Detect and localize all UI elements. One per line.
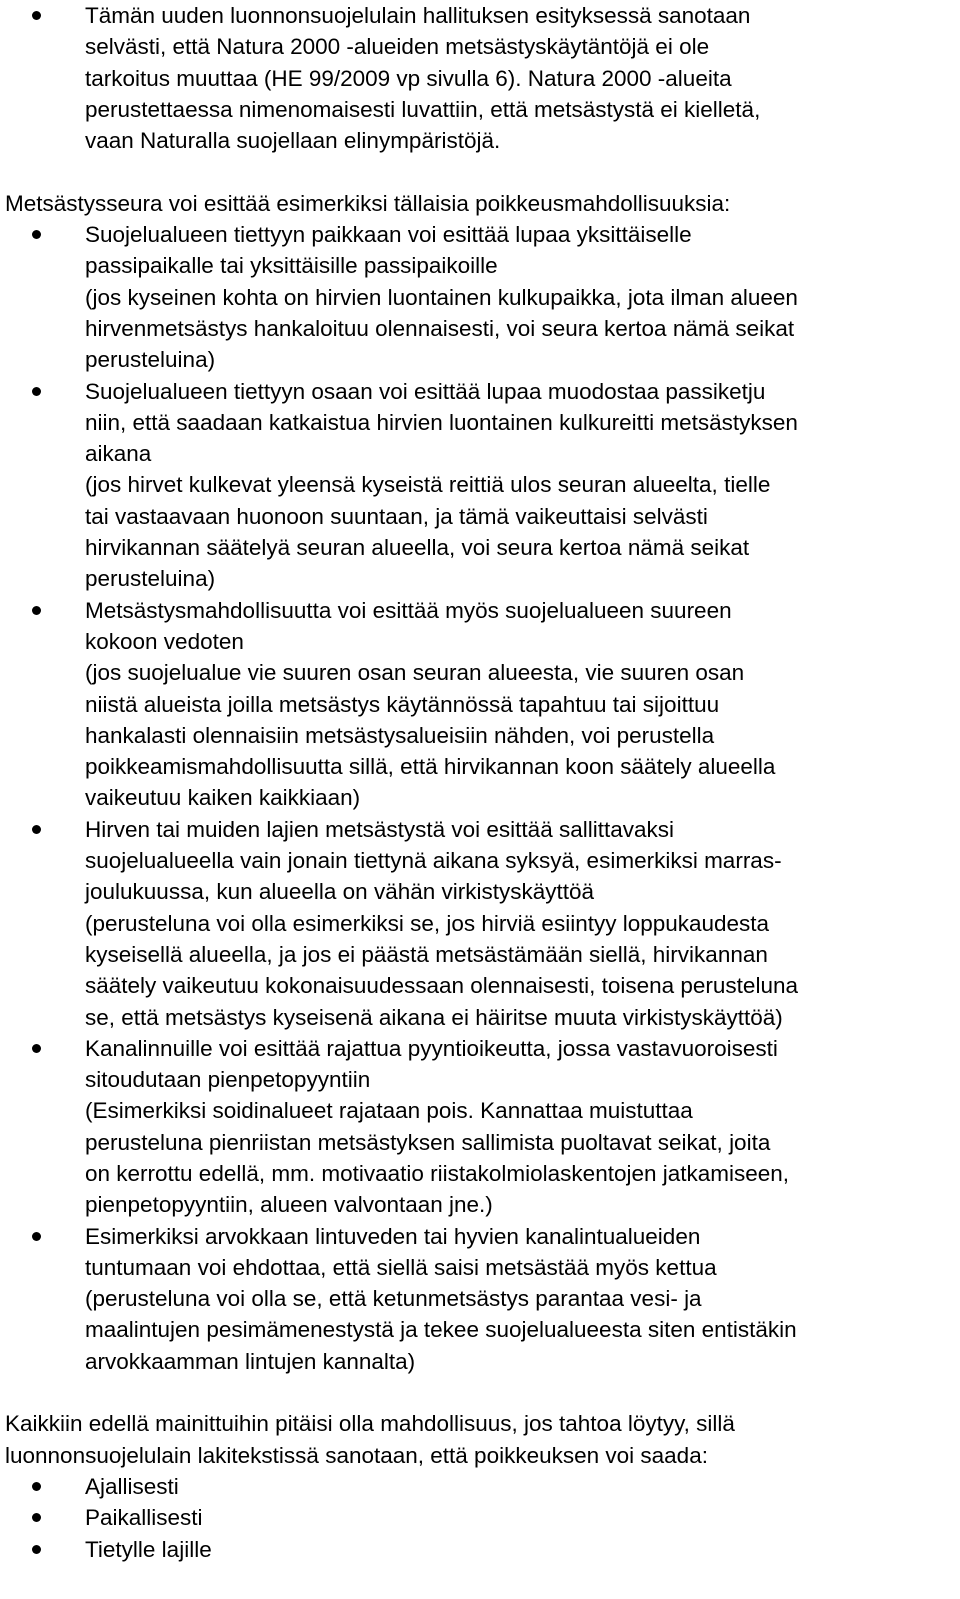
text-line: Paikallisesti — [85, 1505, 203, 1531]
text-line: hankalasti olennaisiin metsästysalueisiin nähden, voi perustella — [85, 722, 715, 748]
text-line: perustettaessa nimenomaisesti luvattiin, että metsästystä ei kielletä, — [85, 96, 761, 122]
text-line: tarkoitus muuttaa (HE 99/2009 vp sivulla 6). Natura 2000 -alueita — [85, 65, 732, 91]
text-line: Ajallisesti — [85, 1473, 179, 1499]
text-line: on kerrottu edellä, mm. motivaatio riistakolmiolaskentojen jatkamiseen, — [85, 1160, 790, 1186]
exceptions-list — [5, 219, 955, 1377]
text-line: Metsästysseura voi esittää esimerkiksi tällaisia poikkeusmahdollisuuksia: — [5, 190, 731, 216]
text-line: selvästi, että Natura 2000 -alueiden metsästyskäytäntöjä ei ole — [85, 34, 710, 60]
text-line: (Esimerkiksi soidinalueet rajataan pois. Kannattaa muistuttaa — [85, 1098, 693, 1124]
document-page — [5, 0, 955, 1565]
blank-line — [5, 156, 955, 187]
text-line: kyseisellä alueella, ja jos ei päästä metsästämään siellä, hirvikannan — [85, 941, 768, 967]
text-line: Suojelualueen tiettyyn osaan voi esittää lupaa muodostaa passiketju — [85, 378, 766, 404]
closing-paragraph — [5, 1408, 955, 1471]
text-line: (jos hirvet kulkevat yleensä kyseistä reittiä ulos seuran alueelta, tielle — [85, 472, 771, 498]
text-line: perusteluna pienriistan metsästyksen sallimista puoltavat seikat, joita — [85, 1129, 771, 1155]
text-line: Suojelualueen tiettyyn paikkaan voi esittää lupaa yksittäiselle — [85, 222, 692, 248]
exception-item — [5, 814, 955, 1033]
text-line: Metsästysmahdollisuutta voi esittää myös suojelualueen suureen — [85, 597, 732, 623]
text-line: tuntumaan voi ehdottaa, että siellä saisi metsästää myös kettua — [85, 1254, 717, 1280]
text-line: hirvikannan säätelyä seuran alueella, voi seura kertoa nämä seikat — [85, 535, 750, 561]
intro-bullet-item — [5, 0, 955, 156]
text-line: passipaikalle tai yksittäisille passipaikoille — [85, 253, 498, 279]
text-line: poikkeamismahdollisuutta sillä, että hirvikannan koon säätely alueella — [85, 754, 776, 780]
text-line: (jos kyseinen kohta on hirvien luontainen kulkupaikka, jota ilman alueen — [85, 284, 798, 310]
text-line: aikana — [85, 441, 152, 467]
text-line: vaan Naturalla suojellaan elinympäristöjä. — [85, 128, 501, 154]
text-line: pienpetopyyntiin, alueen valvontaan jne.) — [85, 1192, 493, 1218]
exception-item — [5, 1033, 955, 1221]
text-line: säätely vaikeutuu kokonaisuudessaan olennaisesti, toisena perusteluna — [85, 973, 798, 999]
text-line: (perusteluna voi olla se, että ketunmetsästys parantaa vesi- ja — [85, 1286, 702, 1312]
exceptions-heading — [5, 188, 955, 219]
exception-item — [5, 376, 955, 595]
exception-item — [5, 1221, 955, 1377]
intro-list — [5, 0, 955, 156]
text-line: vaikeutuu kaiken kaikkiaan) — [85, 785, 361, 811]
text-line: se, että metsästys kyseisenä aikana ei häiritse muuta virkistyskäyttöä) — [85, 1004, 783, 1030]
text-line: suojelualueella vain jonain tiettynä aikana syksyä, esimerkiksi marras- — [85, 848, 782, 874]
text-line: arvokkaamman lintujen kannalta) — [85, 1348, 416, 1374]
text-line: Kaikkiin edellä mainittuihin pitäisi olla mahdollisuus, jos tahtoa löytyy, sillä — [5, 1411, 735, 1437]
text-line: joulukuussa, kun alueella on vähän virkistyskäyttöä — [85, 879, 595, 905]
text-line: niin, että saadaan katkaistua hirvien luontainen kulkureitti metsästyksen — [85, 409, 798, 435]
text-line: perusteluina) — [85, 347, 216, 373]
blank-line — [5, 1377, 955, 1408]
text-line: kokoon vedoten — [85, 628, 244, 654]
closing-list-item — [5, 1534, 955, 1565]
closing-list-item — [5, 1471, 955, 1502]
text-line: (perusteluna voi olla esimerkiksi se, jos hirviä esiintyy loppukaudesta — [85, 910, 770, 936]
closing-list — [5, 1471, 955, 1565]
text-line: (jos suojelualue vie suuren osan seuran alueesta, vie suuren osan — [85, 660, 745, 686]
text-line: niistä alueista joilla metsästys käytännössä tapahtuu tai sijoittuu — [85, 691, 720, 717]
text-line: Tietylle lajille — [85, 1536, 212, 1562]
exception-item — [5, 219, 955, 375]
text-line: hirvenmetsästys hankaloituu olennaisesti, voi seura kertoa nämä seikat — [85, 315, 795, 341]
closing-list-item — [5, 1502, 955, 1533]
text-line: Tämän uuden luonnonsuojelulain hallituksen esityksessä sanotaan — [85, 3, 751, 28]
text-line: tai vastaavaan huonoon suuntaan, ja tämä vaikeuttaisi selvästi — [85, 503, 708, 529]
text-line: Esimerkiksi arvokkaan lintuveden tai hyvien kanalintualueiden — [85, 1223, 701, 1249]
text-line: Kanalinnuille voi esittää rajattua pyyntioikeutta, jossa vastavuoroisesti — [85, 1035, 778, 1061]
text-line: perusteluina) — [85, 566, 216, 592]
exception-item — [5, 595, 955, 814]
text-line: sitoudutaan pienpetopyyntiin — [85, 1067, 371, 1093]
text-line: maalintujen pesimämenestystä ja tekee suojelualueesta siten entistäkin — [85, 1317, 797, 1343]
text-line: luonnonsuojelulain lakitekstissä sanotaan, että poikkeuksen voi saada: — [5, 1442, 708, 1468]
text-line: Hirven tai muiden lajien metsästystä voi esittää sallittavaksi — [85, 816, 674, 842]
